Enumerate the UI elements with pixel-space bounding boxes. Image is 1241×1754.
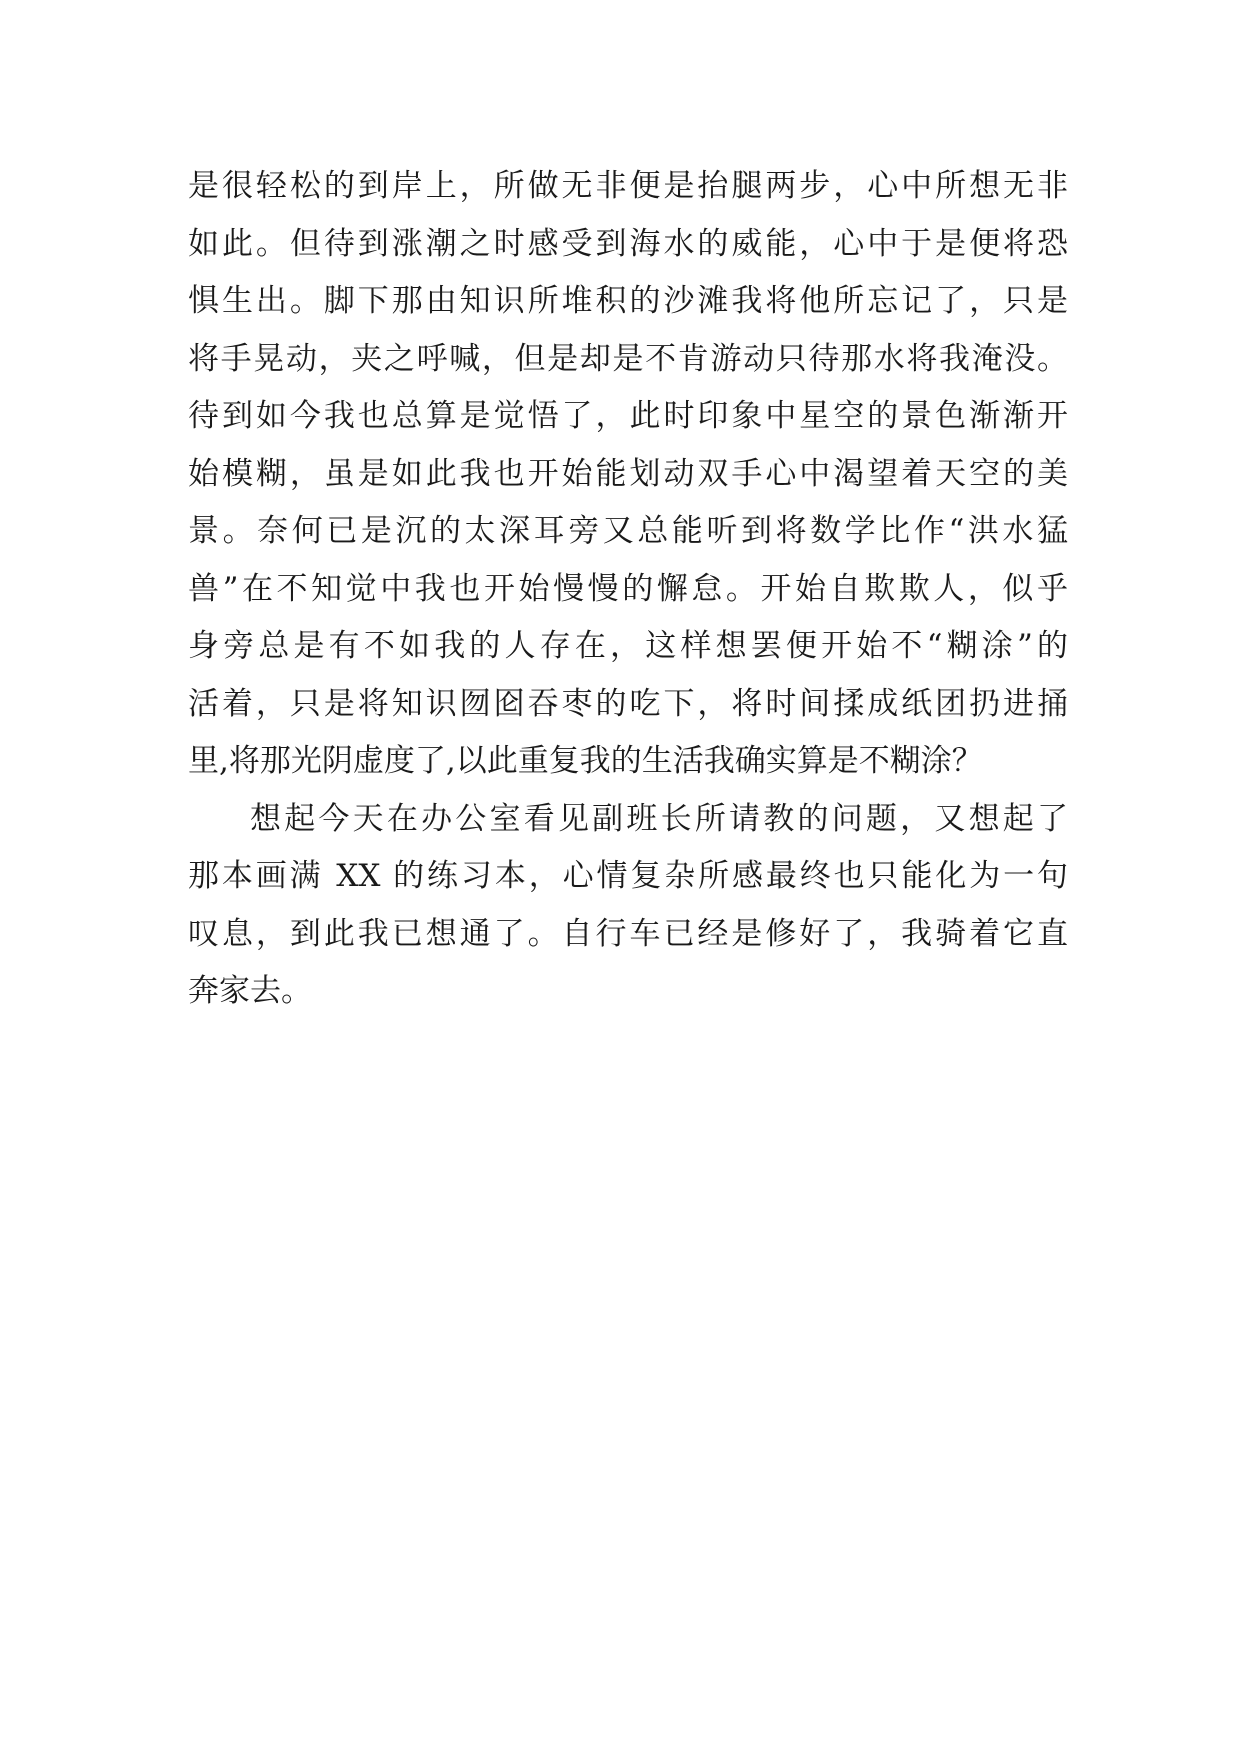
body-text: [188, 158, 1068, 1021]
text-line: 将手晃动，夹之呼喊，但是却是不肯游动只待那水将我淹没。: [188, 340, 1068, 377]
text-line: 那本画满 XX 的练习本，心情复杂所感最终也只能化为一句: [188, 858, 1068, 894]
text-line: 身旁总是有不如我的人存在，这样想罢便开始不“糊涂”的: [188, 628, 1068, 664]
text-line: 里,将那光阴虚度了,以此重复我的生活我确实算是不糊涂？: [188, 743, 983, 779]
text-line: 兽”在不知觉中我也开始慢慢的懈怠。开始自欺欺人，似乎: [188, 570, 1068, 607]
text-line: 惧生出。脚下那由知识所堆积的沙滩我将他所忘记了，只是: [188, 283, 1068, 319]
text-line: 想起今天在办公室看见副班长所请教的问题，又想起了: [250, 800, 1068, 837]
paragraph-1: [188, 158, 1068, 791]
text-line: 活着，只是将知识囫囵吞枣的吃下，将时间揉成纸团扔进捅: [188, 685, 1068, 722]
text-line: 是很轻松的到岸上，所做无非便是抬腿两步，心中所想无非: [188, 168, 1068, 204]
text-line: 奔家去。: [188, 973, 312, 1009]
paragraph-2: [188, 791, 1068, 1021]
text-line: 如此。但待到涨潮之时感受到海水的威能，心中于是便将恐: [188, 225, 1068, 262]
text-line: 待到如今我也总算是觉悟了，此时印象中星空的景色渐渐开: [188, 398, 1068, 434]
text-line: 叹息，到此我已想通了。自行车已经是修好了，我骑着它直: [188, 915, 1068, 952]
text-line: 景。奈何已是沉的太深耳旁又总能听到将数学比作“洪水猛: [188, 513, 1068, 549]
text-line: 始模糊，虽是如此我也开始能划动双手心中渴望着天空的美: [188, 455, 1068, 492]
